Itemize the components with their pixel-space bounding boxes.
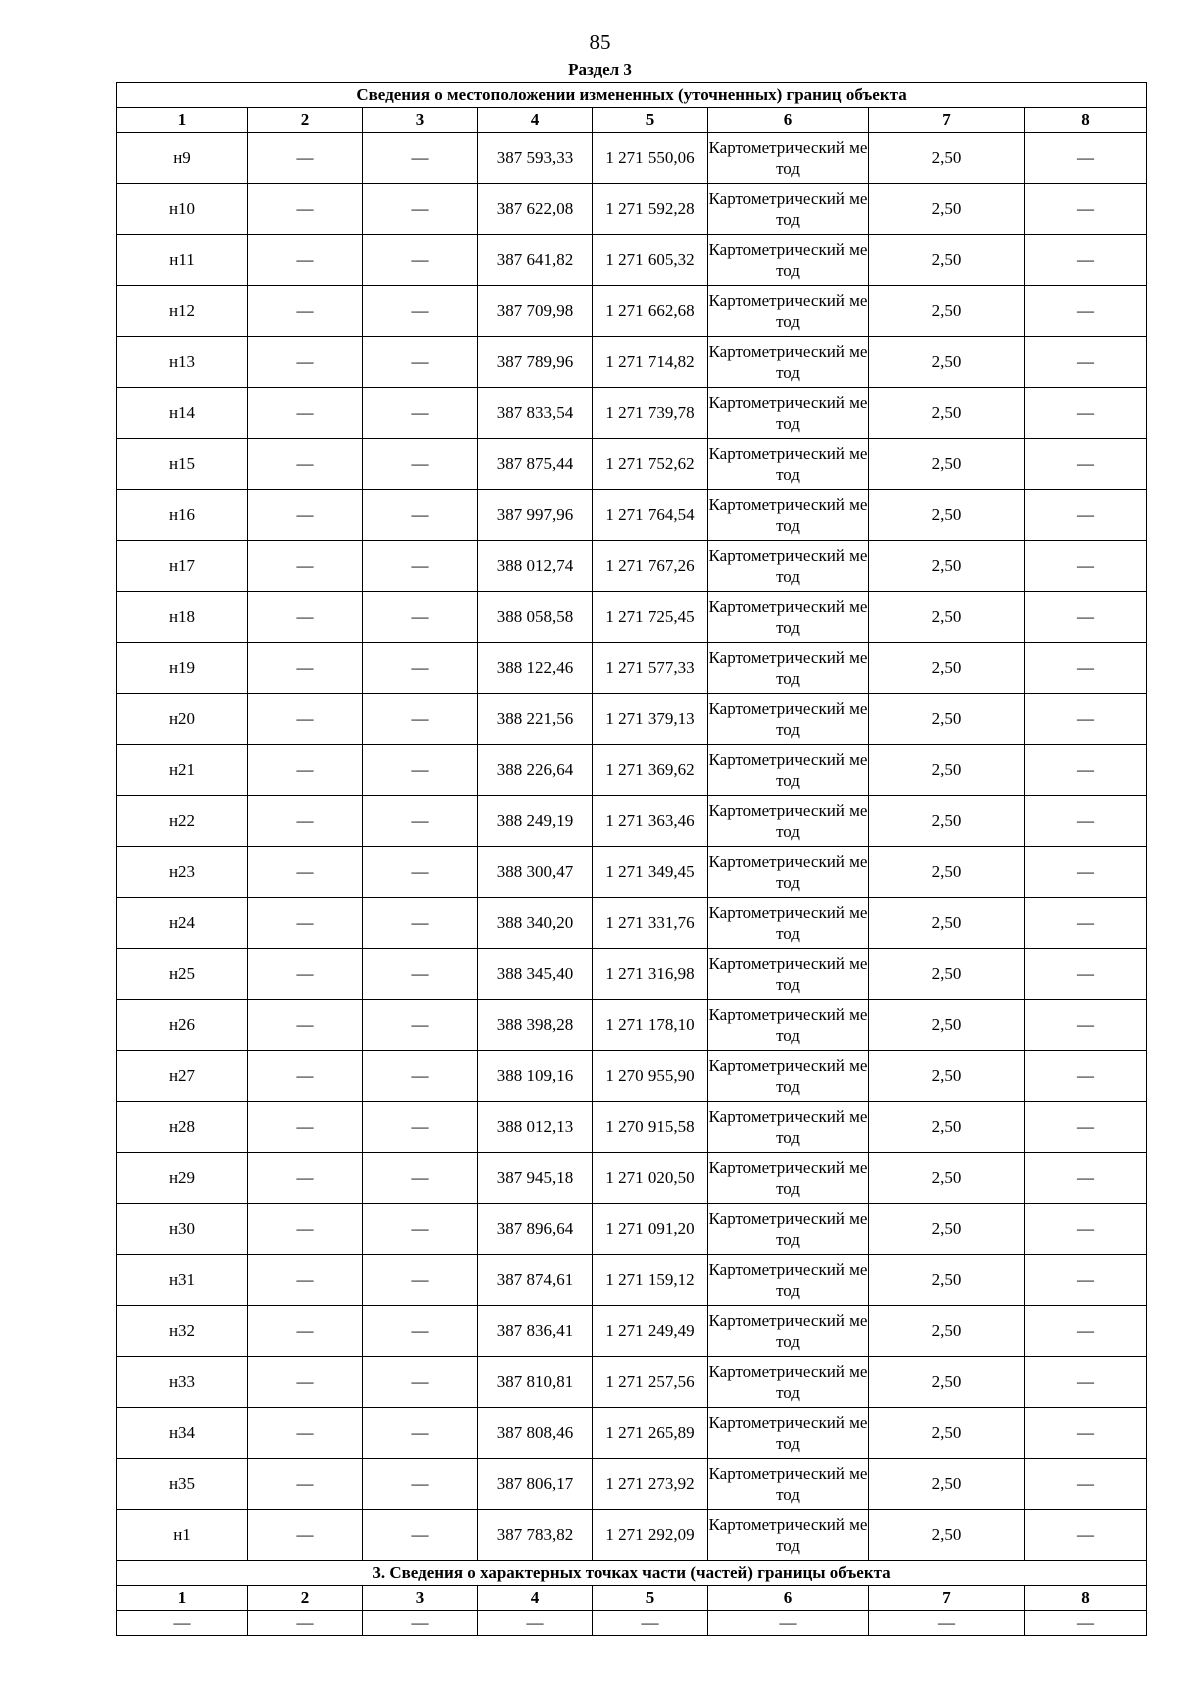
cell-col-8: — <box>1025 133 1147 184</box>
cell-col-4: 387 875,44 <box>478 439 593 490</box>
part-cell-col-3: — <box>363 1611 478 1636</box>
cell-col-6: Картометрический метод <box>708 1102 869 1153</box>
cell-col-5: 1 271 752,62 <box>593 439 708 490</box>
table-row <box>117 439 1147 490</box>
part-column-header-row <box>117 1586 1147 1611</box>
part-cell-col-6: — <box>708 1611 869 1636</box>
part-column-header-5: 5 <box>593 1586 708 1611</box>
table-row <box>117 133 1147 184</box>
cell-col-7: 2,50 <box>869 694 1025 745</box>
cell-col-3: — <box>363 1306 478 1357</box>
cell-col-7: 2,50 <box>869 1153 1025 1204</box>
cell-col-1: н28 <box>117 1102 248 1153</box>
part-cell-col-5: — <box>593 1611 708 1636</box>
cell-col-8: — <box>1025 1357 1147 1408</box>
cell-col-1: н26 <box>117 1000 248 1051</box>
cell-col-4: 388 345,40 <box>478 949 593 1000</box>
cell-col-8: — <box>1025 1153 1147 1204</box>
cell-col-2: — <box>248 745 363 796</box>
part-cell-col-4: — <box>478 1611 593 1636</box>
cell-col-8: — <box>1025 1306 1147 1357</box>
cell-col-6: Картометрический метод <box>708 388 869 439</box>
cell-col-8: — <box>1025 1255 1147 1306</box>
cell-col-2: — <box>248 490 363 541</box>
cell-col-2: — <box>248 439 363 490</box>
cell-col-4: 388 012,13 <box>478 1102 593 1153</box>
cell-col-4: 387 709,98 <box>478 286 593 337</box>
cell-col-7: 2,50 <box>869 235 1025 286</box>
cell-col-3: — <box>363 1255 478 1306</box>
cell-col-8: — <box>1025 286 1147 337</box>
cell-col-2: — <box>248 1408 363 1459</box>
part-cell-col-1: — <box>117 1611 248 1636</box>
cell-col-5: 1 271 020,50 <box>593 1153 708 1204</box>
cell-col-2: — <box>248 1051 363 1102</box>
table-row <box>117 541 1147 592</box>
cell-col-1: н9 <box>117 133 248 184</box>
cell-col-4: 387 833,54 <box>478 388 593 439</box>
column-header-7: 7 <box>869 108 1025 133</box>
cell-col-8: — <box>1025 439 1147 490</box>
part-title-row <box>117 1561 1147 1586</box>
cell-col-4: 388 012,74 <box>478 541 593 592</box>
cell-col-1: н1 <box>117 1510 248 1561</box>
cell-col-7: 2,50 <box>869 1051 1025 1102</box>
part-column-header-2: 2 <box>248 1586 363 1611</box>
cell-col-6: Картометрический метод <box>708 184 869 235</box>
table-row <box>117 592 1147 643</box>
cell-col-6: Картометрический метод <box>708 1204 869 1255</box>
cell-col-6: Картометрический метод <box>708 1408 869 1459</box>
table-title-row <box>117 83 1147 108</box>
table-row <box>117 490 1147 541</box>
cell-col-5: 1 270 915,58 <box>593 1102 708 1153</box>
cell-col-3: — <box>363 133 478 184</box>
cell-col-5: 1 271 767,26 <box>593 541 708 592</box>
cell-col-7: 2,50 <box>869 1204 1025 1255</box>
cell-col-5: 1 271 292,09 <box>593 1510 708 1561</box>
cell-col-6: Картометрический метод <box>708 949 869 1000</box>
table-row <box>117 694 1147 745</box>
table-row <box>117 1408 1147 1459</box>
cell-col-7: 2,50 <box>869 184 1025 235</box>
cell-col-2: — <box>248 643 363 694</box>
cell-col-6: Картометрический метод <box>708 796 869 847</box>
column-header-5: 5 <box>593 108 708 133</box>
cell-col-3: — <box>363 388 478 439</box>
cell-col-7: 2,50 <box>869 286 1025 337</box>
column-header-row <box>117 108 1147 133</box>
table-row <box>117 388 1147 439</box>
cell-col-6: Картометрический метод <box>708 1255 869 1306</box>
table-row <box>117 1102 1147 1153</box>
cell-col-3: — <box>363 1204 478 1255</box>
cell-col-1: н12 <box>117 286 248 337</box>
cell-col-2: — <box>248 592 363 643</box>
cell-col-5: 1 270 955,90 <box>593 1051 708 1102</box>
cell-col-8: — <box>1025 1510 1147 1561</box>
cell-col-6: Картометрический метод <box>708 592 869 643</box>
cell-col-4: 387 810,81 <box>478 1357 593 1408</box>
cell-col-5: 1 271 739,78 <box>593 388 708 439</box>
cell-col-4: 387 783,82 <box>478 1510 593 1561</box>
cell-col-7: 2,50 <box>869 592 1025 643</box>
cell-col-7: 2,50 <box>869 796 1025 847</box>
table-row <box>117 1000 1147 1051</box>
cell-col-4: 388 398,28 <box>478 1000 593 1051</box>
cell-col-2: — <box>248 1306 363 1357</box>
cell-col-6: Картометрический метод <box>708 643 869 694</box>
cell-col-7: 2,50 <box>869 1459 1025 1510</box>
cell-col-2: — <box>248 184 363 235</box>
part-column-header-1: 1 <box>117 1586 248 1611</box>
cell-col-2: — <box>248 1102 363 1153</box>
cell-col-5: 1 271 257,56 <box>593 1357 708 1408</box>
cell-col-1: н15 <box>117 439 248 490</box>
cell-col-1: н29 <box>117 1153 248 1204</box>
cell-col-4: 387 593,33 <box>478 133 593 184</box>
cell-col-4: 388 109,16 <box>478 1051 593 1102</box>
boundary-table <box>116 82 1147 1636</box>
cell-col-1: н19 <box>117 643 248 694</box>
cell-col-4: 387 641,82 <box>478 235 593 286</box>
cell-col-5: 1 271 605,32 <box>593 235 708 286</box>
cell-col-1: н14 <box>117 388 248 439</box>
table-title: Сведения о местоположении измененных (уточненных) границ объекта <box>117 83 1147 108</box>
cell-col-2: — <box>248 1510 363 1561</box>
cell-col-5: 1 271 316,98 <box>593 949 708 1000</box>
cell-col-4: 388 058,58 <box>478 592 593 643</box>
cell-col-1: н33 <box>117 1357 248 1408</box>
cell-col-3: — <box>363 235 478 286</box>
part-column-header-8: 8 <box>1025 1586 1147 1611</box>
cell-col-6: Картометрический метод <box>708 1000 869 1051</box>
cell-col-3: — <box>363 1357 478 1408</box>
cell-col-5: 1 271 349,45 <box>593 847 708 898</box>
cell-col-7: 2,50 <box>869 949 1025 1000</box>
cell-col-7: 2,50 <box>869 1306 1025 1357</box>
table-row <box>117 286 1147 337</box>
cell-col-4: 388 221,56 <box>478 694 593 745</box>
cell-col-6: Картометрический метод <box>708 1153 869 1204</box>
cell-col-8: — <box>1025 235 1147 286</box>
cell-col-3: — <box>363 541 478 592</box>
cell-col-1: н23 <box>117 847 248 898</box>
part-cell-col-2: — <box>248 1611 363 1636</box>
table-row <box>117 1510 1147 1561</box>
cell-col-3: — <box>363 1000 478 1051</box>
cell-col-2: — <box>248 286 363 337</box>
cell-col-4: 388 340,20 <box>478 898 593 949</box>
cell-col-2: — <box>248 1459 363 1510</box>
table-row <box>117 337 1147 388</box>
cell-col-1: н11 <box>117 235 248 286</box>
cell-col-2: — <box>248 1357 363 1408</box>
cell-col-1: н32 <box>117 1306 248 1357</box>
cell-col-8: — <box>1025 1408 1147 1459</box>
column-header-8: 8 <box>1025 108 1147 133</box>
cell-col-7: 2,50 <box>869 745 1025 796</box>
cell-col-6: Картометрический метод <box>708 898 869 949</box>
part-title: 3. Сведения о характерных точках части (частей) границы объекта <box>117 1561 1147 1586</box>
cell-col-7: 2,50 <box>869 1510 1025 1561</box>
cell-col-8: — <box>1025 337 1147 388</box>
part-column-header-4: 4 <box>478 1586 593 1611</box>
cell-col-4: 388 226,64 <box>478 745 593 796</box>
table-row <box>117 745 1147 796</box>
cell-col-5: 1 271 725,45 <box>593 592 708 643</box>
part-column-header-6: 6 <box>708 1586 869 1611</box>
cell-col-3: — <box>363 1459 478 1510</box>
cell-col-1: н22 <box>117 796 248 847</box>
cell-col-4: 387 806,17 <box>478 1459 593 1510</box>
cell-col-1: н24 <box>117 898 248 949</box>
cell-col-6: Картометрический метод <box>708 694 869 745</box>
cell-col-4: 387 836,41 <box>478 1306 593 1357</box>
cell-col-5: 1 271 592,28 <box>593 184 708 235</box>
cell-col-5: 1 271 178,10 <box>593 1000 708 1051</box>
cell-col-5: 1 271 550,06 <box>593 133 708 184</box>
cell-col-1: н16 <box>117 490 248 541</box>
cell-col-1: н21 <box>117 745 248 796</box>
cell-col-1: н25 <box>117 949 248 1000</box>
cell-col-3: — <box>363 286 478 337</box>
cell-col-4: 388 122,46 <box>478 643 593 694</box>
cell-col-7: 2,50 <box>869 1357 1025 1408</box>
table-row <box>117 643 1147 694</box>
cell-col-6: Картометрический метод <box>708 133 869 184</box>
part-column-header-7: 7 <box>869 1586 1025 1611</box>
table-row <box>117 949 1147 1000</box>
cell-col-2: — <box>248 1000 363 1051</box>
cell-col-8: — <box>1025 949 1147 1000</box>
cell-col-6: Картометрический метод <box>708 235 869 286</box>
cell-col-1: н17 <box>117 541 248 592</box>
cell-col-8: — <box>1025 541 1147 592</box>
cell-col-5: 1 271 249,49 <box>593 1306 708 1357</box>
cell-col-8: — <box>1025 1102 1147 1153</box>
cell-col-1: н27 <box>117 1051 248 1102</box>
cell-col-3: — <box>363 439 478 490</box>
cell-col-3: — <box>363 694 478 745</box>
section-label: Раздел 3 <box>568 60 632 79</box>
cell-col-5: 1 271 379,13 <box>593 694 708 745</box>
cell-col-2: — <box>248 337 363 388</box>
column-header-6: 6 <box>708 108 869 133</box>
cell-col-5: 1 271 265,89 <box>593 1408 708 1459</box>
cell-col-5: 1 271 273,92 <box>593 1459 708 1510</box>
cell-col-3: — <box>363 796 478 847</box>
cell-col-3: — <box>363 1408 478 1459</box>
cell-col-6: Картометрический метод <box>708 541 869 592</box>
cell-col-7: 2,50 <box>869 1000 1025 1051</box>
cell-col-4: 388 300,47 <box>478 847 593 898</box>
table-row <box>117 847 1147 898</box>
cell-col-5: 1 271 764,54 <box>593 490 708 541</box>
cell-col-8: — <box>1025 388 1147 439</box>
cell-col-3: — <box>363 949 478 1000</box>
cell-col-3: — <box>363 490 478 541</box>
cell-col-1: н18 <box>117 592 248 643</box>
cell-col-2: — <box>248 694 363 745</box>
cell-col-4: 387 997,96 <box>478 490 593 541</box>
cell-col-7: 2,50 <box>869 388 1025 439</box>
cell-col-7: 2,50 <box>869 541 1025 592</box>
cell-col-3: — <box>363 592 478 643</box>
cell-col-2: — <box>248 133 363 184</box>
table-body <box>117 83 1147 1636</box>
cell-col-7: 2,50 <box>869 1255 1025 1306</box>
cell-col-3: — <box>363 1051 478 1102</box>
cell-col-3: — <box>363 847 478 898</box>
column-header-2: 2 <box>248 108 363 133</box>
cell-col-6: Картометрический метод <box>708 490 869 541</box>
table-row <box>117 1153 1147 1204</box>
cell-col-7: 2,50 <box>869 1408 1025 1459</box>
table-row <box>117 796 1147 847</box>
cell-col-5: 1 271 714,82 <box>593 337 708 388</box>
cell-col-3: — <box>363 1510 478 1561</box>
cell-col-7: 2,50 <box>869 1102 1025 1153</box>
table-row <box>117 1255 1147 1306</box>
cell-col-6: Картометрический метод <box>708 286 869 337</box>
cell-col-7: 2,50 <box>869 439 1025 490</box>
cell-col-6: Картометрический метод <box>708 337 869 388</box>
table-row <box>117 1204 1147 1255</box>
table-row <box>117 1051 1147 1102</box>
cell-col-4: 387 874,61 <box>478 1255 593 1306</box>
cell-col-4: 388 249,19 <box>478 796 593 847</box>
cell-col-5: 1 271 662,68 <box>593 286 708 337</box>
cell-col-5: 1 271 577,33 <box>593 643 708 694</box>
cell-col-7: 2,50 <box>869 847 1025 898</box>
cell-col-1: н20 <box>117 694 248 745</box>
cell-col-6: Картометрический метод <box>708 1510 869 1561</box>
cell-col-4: 387 808,46 <box>478 1408 593 1459</box>
cell-col-1: н30 <box>117 1204 248 1255</box>
cell-col-5: 1 271 091,20 <box>593 1204 708 1255</box>
cell-col-2: — <box>248 541 363 592</box>
cell-col-5: 1 271 363,46 <box>593 796 708 847</box>
cell-col-7: 2,50 <box>869 133 1025 184</box>
cell-col-2: — <box>248 1153 363 1204</box>
cell-col-2: — <box>248 235 363 286</box>
table-row <box>117 235 1147 286</box>
cell-col-8: — <box>1025 490 1147 541</box>
cell-col-3: — <box>363 1153 478 1204</box>
page-number: 85 <box>589 30 611 54</box>
cell-col-8: — <box>1025 1459 1147 1510</box>
part-cell-col-8: — <box>1025 1611 1147 1636</box>
column-header-1: 1 <box>117 108 248 133</box>
cell-col-8: — <box>1025 643 1147 694</box>
cell-col-5: 1 271 159,12 <box>593 1255 708 1306</box>
cell-col-1: н34 <box>117 1408 248 1459</box>
cell-col-6: Картометрический метод <box>708 1051 869 1102</box>
cell-col-4: 387 622,08 <box>478 184 593 235</box>
cell-col-3: — <box>363 184 478 235</box>
cell-col-8: — <box>1025 694 1147 745</box>
cell-col-8: — <box>1025 745 1147 796</box>
cell-col-2: — <box>248 1255 363 1306</box>
cell-col-8: — <box>1025 847 1147 898</box>
cell-col-2: — <box>248 796 363 847</box>
cell-col-6: Картометрический метод <box>708 1357 869 1408</box>
cell-col-8: — <box>1025 592 1147 643</box>
cell-col-4: 387 945,18 <box>478 1153 593 1204</box>
cell-col-3: — <box>363 337 478 388</box>
table-row <box>117 184 1147 235</box>
cell-col-3: — <box>363 898 478 949</box>
cell-col-6: Картометрический метод <box>708 1459 869 1510</box>
cell-col-6: Картометрический метод <box>708 1306 869 1357</box>
table-row <box>117 898 1147 949</box>
cell-col-1: н31 <box>117 1255 248 1306</box>
cell-col-6: Картометрический метод <box>708 439 869 490</box>
cell-col-7: 2,50 <box>869 490 1025 541</box>
cell-col-7: 2,50 <box>869 337 1025 388</box>
cell-col-2: — <box>248 949 363 1000</box>
cell-col-1: н35 <box>117 1459 248 1510</box>
part-column-header-3: 3 <box>363 1586 478 1611</box>
cell-col-1: н10 <box>117 184 248 235</box>
cell-col-6: Картометрический метод <box>708 847 869 898</box>
cell-col-2: — <box>248 898 363 949</box>
cell-col-3: — <box>363 745 478 796</box>
cell-col-5: 1 271 331,76 <box>593 898 708 949</box>
cell-col-7: 2,50 <box>869 643 1025 694</box>
table-row <box>117 1306 1147 1357</box>
cell-col-8: — <box>1025 796 1147 847</box>
cell-col-2: — <box>248 847 363 898</box>
cell-col-3: — <box>363 1102 478 1153</box>
cell-col-4: 387 896,64 <box>478 1204 593 1255</box>
cell-col-8: — <box>1025 898 1147 949</box>
cell-col-7: 2,50 <box>869 898 1025 949</box>
cell-col-2: — <box>248 388 363 439</box>
part-cell-col-7: — <box>869 1611 1025 1636</box>
cell-col-5: 1 271 369,62 <box>593 745 708 796</box>
cell-col-8: — <box>1025 1051 1147 1102</box>
cell-col-3: — <box>363 643 478 694</box>
cell-col-8: — <box>1025 184 1147 235</box>
cell-col-8: — <box>1025 1000 1147 1051</box>
column-header-3: 3 <box>363 108 478 133</box>
cell-col-6: Картометрический метод <box>708 745 869 796</box>
table-row <box>117 1459 1147 1510</box>
cell-col-2: — <box>248 1204 363 1255</box>
cell-col-8: — <box>1025 1204 1147 1255</box>
cell-col-4: 387 789,96 <box>478 337 593 388</box>
column-header-4: 4 <box>478 108 593 133</box>
table-row <box>117 1357 1147 1408</box>
cell-col-1: н13 <box>117 337 248 388</box>
part-table-row <box>117 1611 1147 1636</box>
